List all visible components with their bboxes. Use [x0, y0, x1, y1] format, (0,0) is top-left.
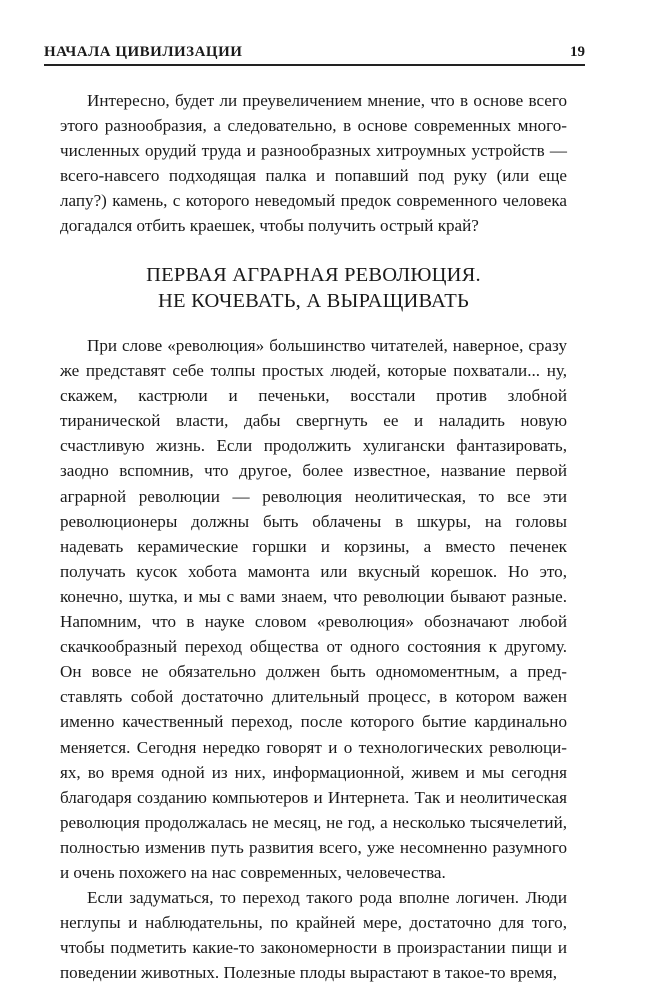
body-text-block — [60, 333, 567, 985]
intro-text-block — [60, 88, 567, 239]
section-heading-line-1: ПЕРВАЯ АГРАРНАЯ РЕВОЛЮЦИЯ. — [146, 264, 481, 286]
running-header — [44, 39, 585, 66]
section-heading-line-2: НЕ КОЧЕВАТЬ, А ВЫРАЩИВАТЬ — [158, 290, 469, 312]
body-paragraph-1: При слове «революция» большинство читателей, наверное, сразу же представят себе толпы простых людей, которые похватали... ну, скажем, кастрюли и печеньки, восстали против злобной тиранической власти, дабы свергнуть ее и наладить новую счастливую жизнь. Если продолжить хулигански фантазировать, заодно вспомнив, что другое, более известное, название первой аграрной революции — революция неолитическая, то все эти революционеры должны быть облачены в шкуры, на головы надевать керамические горшки и корзины, а вместо печенек получать кусок хобота мамонта или вкусный корешок. Но это, конечно, шутка, и мы с вами знаем, что революции бывают разные. Напомним, что в науке словом «революция» обозначают любой скачкообразный переход общества от одного состояния к другому. Он вовсе не обязательно должен быть одномоментным, а представлять собой достаточно длительный процесс, в котором важен именно качественный переход, после которого бытие кардинально меняется. Сегодня нередко говорят и о технологических революциях, во время одной из них, информационной, живем и мы сегодня благодаря созданию компьютеров и Интернета. Так и неолитическая революция продолжалась не месяц, не год, а несколько тысячелетий, полностью изменив путь развития всего, уже несомненно разумного и очень похожего на нас современных, человечества. — [60, 336, 567, 882]
running-title: НАЧАЛА ЦИВИЛИЗАЦИИ — [44, 44, 243, 60]
intro-paragraph: Интересно, будет ли преувеличением мнение, что в основе всего этого разнообразия, а следовательно, в основе современных многочисленных орудий труда и разнообразных хитроумных устройств — всего-навсего подходящая палка и попавший под руку (или еще лапу?) камень, с которого неведомый предок современного человека догадался отбить краешек, чтобы получить острый край? — [60, 91, 567, 236]
page-number: 19 — [570, 44, 585, 60]
body-paragraph-2: Если задуматься, то переход такого рода вполне логичен. Люди неглупы и наблюдательны, по крайней мере, достаточно для того, чтобы подметить какие-то закономерности в произрастании пищи и поведении животных. Полезные плоды вырастают в такое-то время, — [60, 888, 567, 983]
section-heading — [60, 262, 567, 314]
